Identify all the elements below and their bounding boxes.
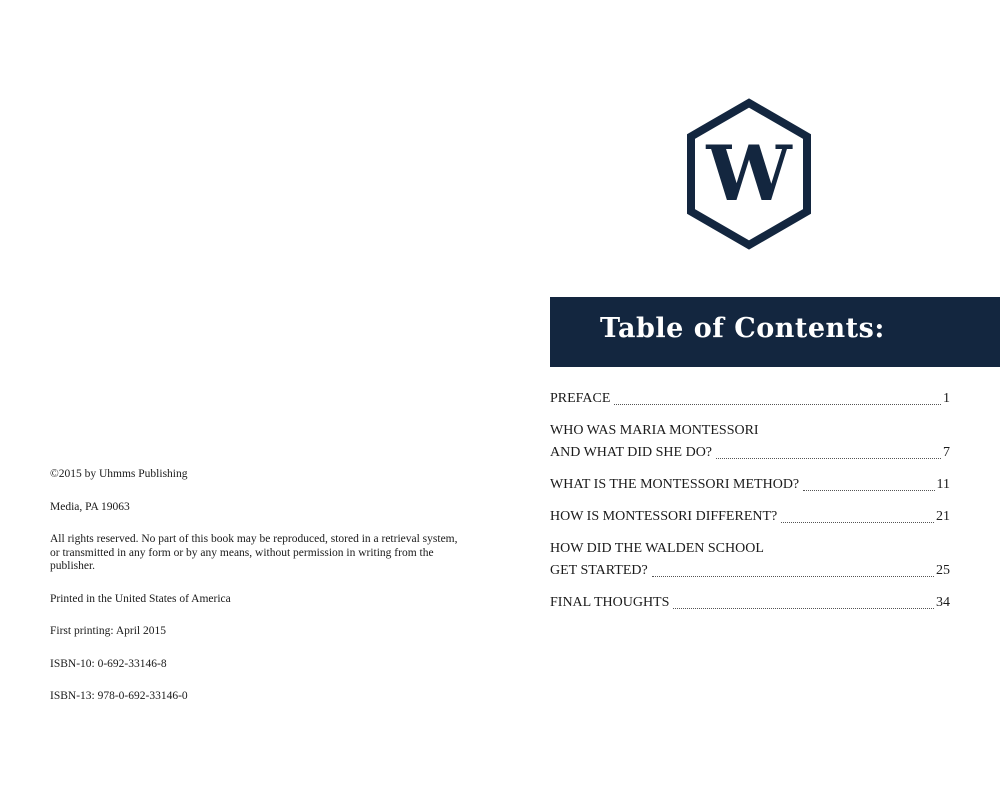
- toc-entry-title: HOW DID THE WALDEN SCHOOL: [550, 541, 764, 556]
- toc-entry-title: WHAT IS THE MONTESSORI METHOD?: [550, 477, 800, 492]
- toc-entry[interactable]: [550, 390, 950, 407]
- isbn-13: ISBN-13: 978-0-692-33146-0: [50, 690, 188, 702]
- toc-entry-title: AND WHAT DID SHE DO?: [550, 445, 713, 460]
- hexagon-w-logo-icon: [683, 97, 815, 251]
- copyright-block: [50, 468, 460, 723]
- toc-dot-leader: [614, 404, 941, 405]
- toc-page-number: 7: [943, 445, 950, 460]
- toc-entry-line: [550, 390, 950, 407]
- toc-dot-leader: [781, 522, 934, 523]
- toc-page-number: 34: [936, 595, 950, 610]
- toc-dot-leader: [803, 490, 934, 491]
- toc-entry-line: [550, 422, 950, 439]
- toc-page-number: 1: [943, 391, 950, 406]
- toc-dot-leader: [673, 608, 934, 609]
- toc-entry[interactable]: [550, 508, 950, 525]
- toc-entry-line: [550, 594, 950, 611]
- isbn-10: ISBN-10: 0-692-33146-8: [50, 657, 167, 670]
- toc-list: [550, 390, 950, 626]
- toc-page-number: 25: [936, 563, 950, 578]
- toc-entry-title: FINAL THOUGHTS: [550, 595, 670, 610]
- toc-page-number: 21: [936, 509, 950, 524]
- toc-entry-title: GET STARTED?: [550, 563, 648, 578]
- logo-letter: W: [706, 129, 792, 218]
- toc-entry[interactable]: [550, 422, 950, 461]
- toc-dot-leader: [652, 576, 934, 577]
- toc-entry-line: [550, 508, 950, 525]
- toc-entry[interactable]: [550, 594, 950, 611]
- toc-entry[interactable]: [550, 476, 950, 493]
- toc-entry-title: HOW IS MONTESSORI DIFFERENT?: [550, 509, 778, 524]
- rights-statement: All rights reserved. No part of this book may be reproduced, stored in a retrieval system, or transmitted in any form or by any means, without permission in writing from the publisher.: [50, 533, 458, 572]
- toc-page-number: 11: [936, 477, 950, 492]
- toc-entry-line: [550, 444, 950, 461]
- toc-dot-leader: [716, 458, 941, 459]
- toc-title-banner: [550, 297, 1000, 367]
- copyright-line: ©2015 by Uhmms Publishing: [50, 468, 188, 480]
- publisher-location: Media, PA 19063: [50, 500, 130, 513]
- printed-in: Printed in the United States of America: [50, 592, 231, 605]
- toc-entry-title: WHO WAS MARIA MONTESSORI: [550, 423, 759, 438]
- toc-entry-line: [550, 476, 950, 493]
- toc-entry-line: [550, 540, 950, 557]
- toc-entry[interactable]: [550, 540, 950, 579]
- toc-entry-line: [550, 562, 950, 579]
- toc-title: Table of Contents:: [600, 313, 885, 344]
- first-printing: First printing: April 2015: [50, 625, 166, 637]
- toc-entry-title: PREFACE: [550, 391, 611, 406]
